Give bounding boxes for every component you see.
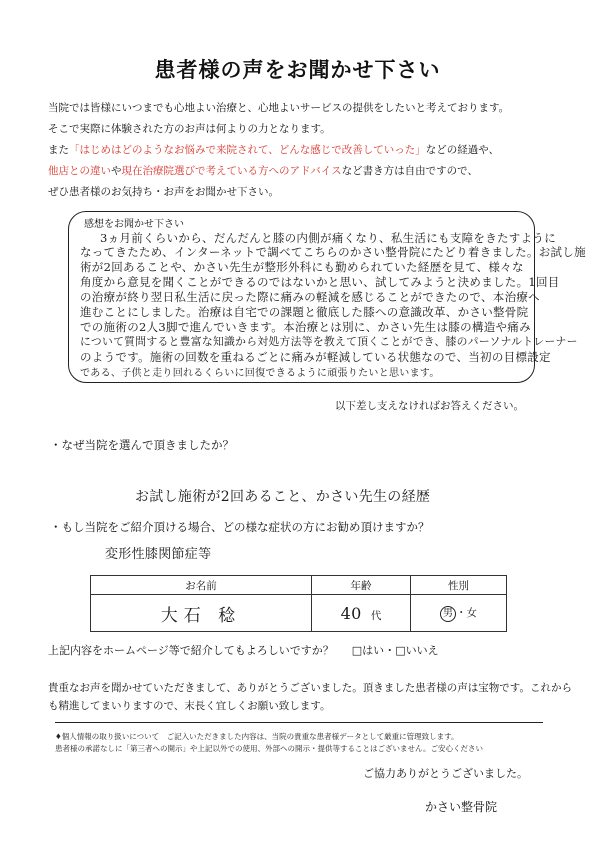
consent-yes: □はい	[351, 644, 385, 657]
intro-line-5: ぜひ患者様のお気持ち・お声をお聞かせ下さい。	[48, 186, 279, 198]
closing-message: ご協力ありがとうございました。	[363, 767, 528, 780]
age-unit: 代	[370, 609, 382, 622]
divider	[55, 722, 543, 723]
age-cell	[312, 595, 411, 632]
intro-line-4-suffix: など書き方は自由ですので、	[341, 165, 478, 177]
consent-question: 上記内容をホームページ等で紹介してもよろしいですか？	[48, 644, 334, 657]
intro-highlight-advice: 現在治療院選びで考えている方へのアドバイス	[121, 165, 342, 177]
question-1: ・なぜ当院を選んで頂きましたか？	[50, 438, 234, 452]
page-title: 患者様の声をお聞かせ下さい	[154, 58, 441, 82]
gender-separator: ・	[456, 606, 467, 619]
intro-highlight-progress: 「はじめはどのようなお悩みで来院されて、どんな感じで改善していった」	[69, 144, 426, 156]
age-value: 40	[340, 603, 362, 623]
intro-line-3-suffix: などの経過や、	[425, 144, 500, 156]
intro-line-4-mid: や	[111, 165, 122, 177]
thanks-line-1: 貴重なお声を聞かせていただきまして、ありがとうございました。頂きました患者様の声は宝物です。これから	[48, 682, 572, 694]
privacy-line-2: 患者様の承諾なしに「第三者への開示」や上記以外での使用、外部への開示・提供等することはございません。ご安心ください	[55, 744, 483, 753]
intro-line-4	[48, 163, 478, 178]
name-value: 大石 稔	[160, 605, 242, 626]
consent-separator: ・	[384, 644, 396, 657]
voice-line: のようです。施術の回数を重ねるごとに痛みが軽減している状態なので、当初の目標設定	[80, 350, 551, 364]
answer-2: 変形性膝関節症等	[105, 547, 212, 562]
thanks-line-2: も精進してまいりますので、末長く宜しくお願い致します。	[48, 700, 331, 712]
voice-line: について質問すると豊富な知識から対処方法等を教えて頂くことができ、膝のパーソナルトレーナー	[80, 335, 578, 348]
gender-cell	[411, 595, 507, 632]
age-header: 年齢	[312, 576, 411, 595]
intro-line-3	[48, 142, 499, 157]
intro-line-3-prefix: また	[48, 144, 69, 156]
consent-line	[48, 642, 439, 658]
voice-line: なってきたため、インターネットで調べてこちらのかさい整骨院にたどり着きました。お試し施	[80, 245, 586, 259]
name-header: お名前	[91, 576, 312, 595]
voice-line: 進むことにしました。治療は自宅での課題と徹底した膝への意識改革、かさい整骨院	[80, 305, 529, 319]
voice-line: 3ヵ月前くらいから、だんだんと膝の内側が痛くなり、私生活にも支障をきたすように	[100, 231, 557, 245]
privacy-line-1: ♦個人情報の取り扱いについて ご記入いただきました内容は、当院の貴重な患者様データとして厳重に管理致します。	[55, 732, 459, 741]
question-2: ・もし当院をご紹介頂ける場合、どの様な症状の方にお勧め頂けますか？	[50, 520, 430, 534]
intro-line-1: 当院では皆様にいつまでも心地よい治療と、心地よいサービスの提供をしたいと考えております。	[48, 102, 510, 114]
name-cell	[91, 595, 312, 632]
voice-line: の治療が終り翌日私生活に戻った際に痛みの軽減を感じることができたので、本治療へ	[80, 290, 540, 304]
voice-label: 感想をお聞かせ下さい	[84, 219, 184, 230]
patient-info-table	[90, 575, 507, 632]
voice-line: である、子供と走り回れるくらいに回復できるように頑張りたいと思います。	[80, 368, 440, 379]
intro-line-2: そこで実際に体験された方のお声は何よりの力となります。	[48, 123, 331, 135]
gender-male-circled: 男	[440, 606, 456, 622]
voice-line: での施術の2人3脚で進んでいきます。本治療とは別に、かさい先生は膝の構造や痛み	[80, 320, 531, 334]
answer-1: お試し施術が2回あること、かさい先生の経歴	[135, 489, 431, 505]
voice-line: 角度から意見を聞くことができるのではないかと思い、試してみようと決めました。1回目	[80, 275, 560, 289]
voice-line: 術が2回あることや、かさい先生が整形外科にも勤められていた経歴を見て、様々な	[80, 260, 524, 274]
gender-header: 性別	[411, 576, 507, 595]
gender-female: 女	[466, 606, 477, 619]
clinic-name: かさい整骨院	[425, 800, 498, 814]
answer-note: 以下差し支えなければお答えください。	[335, 400, 524, 412]
intro-highlight-difference: 他店との違い	[48, 165, 111, 177]
consent-no: □いいえ	[395, 644, 439, 657]
